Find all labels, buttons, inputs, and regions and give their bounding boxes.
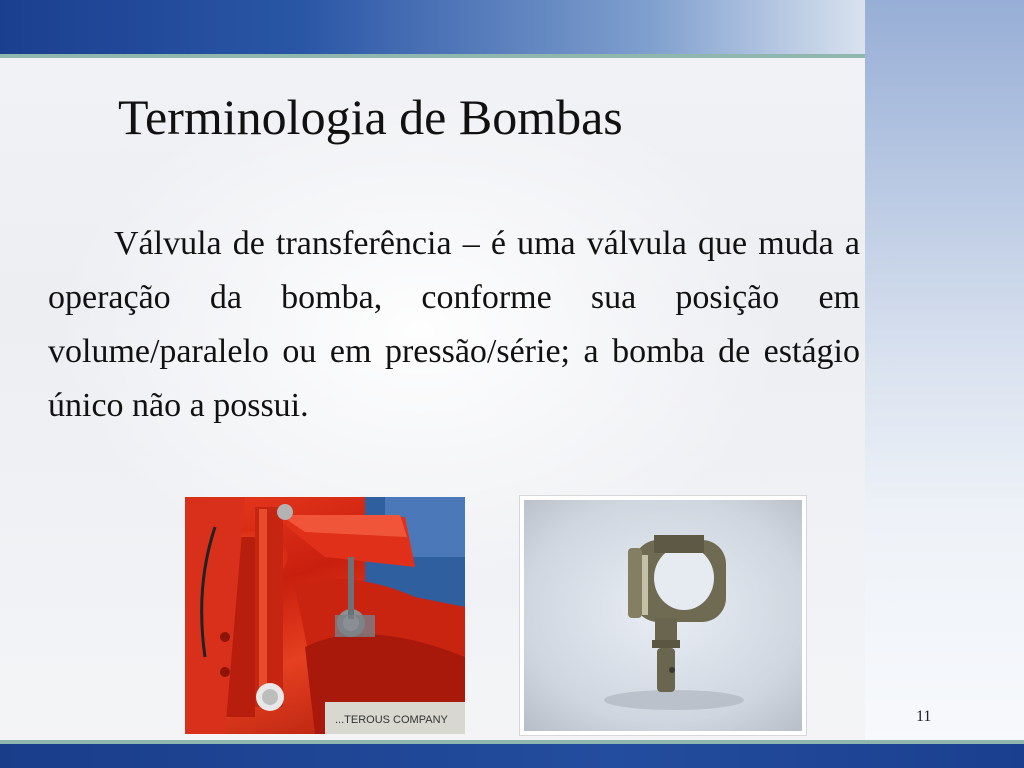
company-plate-text: ...TEROUS COMPANY: [335, 714, 448, 726]
slide-title: Terminologia de Bombas: [118, 89, 623, 145]
valve-photo-frame: [519, 495, 807, 736]
slide-body-text: Válvula de transferência – é uma válvula que muda a operação da bomba, conforme sua posição em volume/paralelo ou em pressão/série; a bomba de estágio único não a possui.: [48, 225, 860, 424]
header-divider: [0, 54, 865, 58]
page-number: 11: [916, 708, 932, 725]
pump-photo: [185, 497, 465, 734]
valve-photo: [524, 500, 802, 731]
transfer-valve-illustration: [524, 500, 802, 731]
side-panel: [865, 0, 1024, 740]
header-band: [0, 0, 865, 54]
footer-band: [0, 744, 1024, 768]
pump-illustration: [185, 497, 465, 734]
